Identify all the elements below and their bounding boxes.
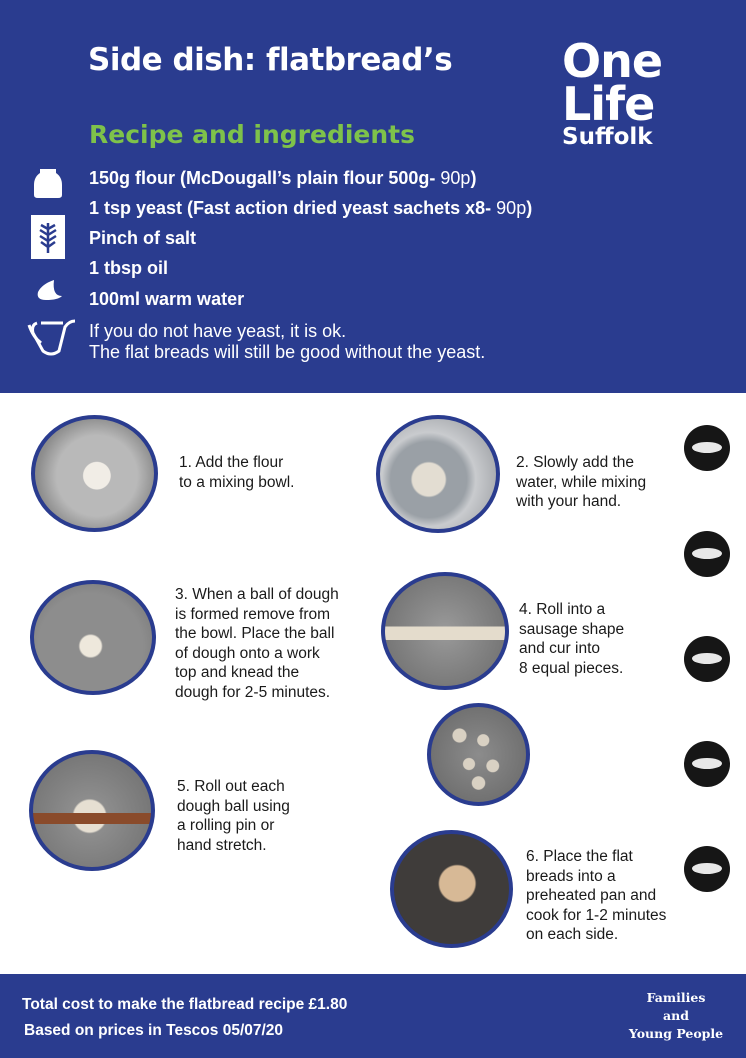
step4-photo-sausage-shape <box>381 572 509 690</box>
price-source: Based on prices in Tescos 05/07/20 <box>24 1022 284 1039</box>
section-subtitle: Recipe and ingredients <box>89 120 416 149</box>
step-5-text: 5. Roll out each dough ball using a rolling pin or hand stretch. <box>177 778 290 854</box>
step-3-text: 3. When a ball of dough is formed remove from the bowl. Place the ball of dough onto a work top and knead the dough for 2-5 minutes. <box>175 586 339 701</box>
ingredient-water: 100ml warm water <box>89 289 245 309</box>
step5-photo-rolling-pin <box>29 750 155 871</box>
footer-banner <box>0 974 746 1058</box>
step-1-text: 1. Add the flour to a mixing bowl. <box>179 454 295 491</box>
step4-photo-dough-pieces <box>427 703 530 806</box>
step-4-text: 4. Roll into a sausage shape and cur into 8 equal pieces. <box>519 601 625 677</box>
step2-photo-mixing <box>376 415 500 533</box>
plate-bullet-icon <box>684 741 730 787</box>
plate-bullet-icon <box>684 846 730 892</box>
ingredient-yeast: 1 tsp yeast (Fast action dried yeast sachets x8- 90p) <box>89 198 533 218</box>
ingredient-oil: 1 tbsp oil <box>89 258 169 278</box>
flour-bag-icon <box>31 165 65 199</box>
step-6-text: 6. Place the flat breads into a preheated pan and cook for 1-2 minutes on each side. <box>526 848 667 944</box>
header-banner <box>0 0 746 393</box>
ingredient-flour: 150g flour (McDougall’s plain flour 500g- 90p) <box>89 168 477 188</box>
one-life-suffolk-logo: One Life Suffolk <box>562 34 663 150</box>
plate-bullet-icon <box>684 531 730 577</box>
step1-photo-flour-bowl <box>31 415 158 532</box>
measuring-jug-icon <box>27 315 77 357</box>
plate-bullet-icon <box>684 636 730 682</box>
step-2-text: 2. Slowly add the water, while mixing with your hand. <box>516 454 647 511</box>
total-cost: Total cost to make the flatbread recipe £1.80 <box>22 996 348 1013</box>
plate-bullet-icon <box>684 425 730 471</box>
yeast-note: If you do not have yeast, it is ok. The flat breads will still be good without the yeast. <box>89 321 486 362</box>
oil-drop-icon <box>34 278 64 302</box>
families-young-people-logo: Families and Young People <box>628 990 724 1041</box>
step3-photo-dough-ball <box>30 580 156 695</box>
wheat-icon <box>31 215 65 259</box>
ingredient-salt: Pinch of salt <box>89 228 197 248</box>
page-title: Side dish: flatbread’s <box>88 42 453 78</box>
step6-photo-pan <box>390 830 513 948</box>
